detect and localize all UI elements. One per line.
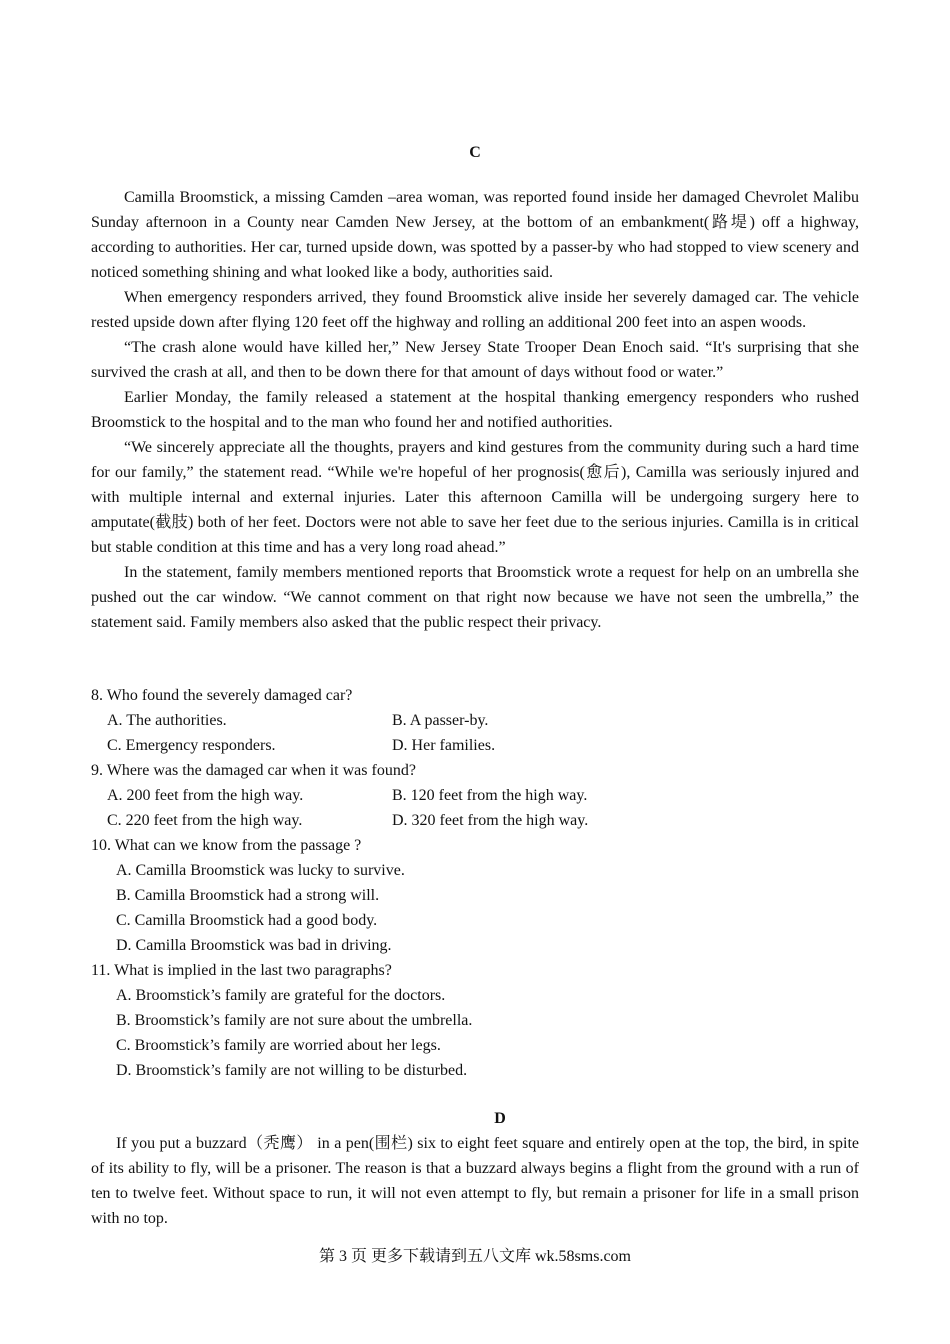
paragraph: “We sincerely appreciate all the thoughts, prayers and kind gestures from the community during such a hard time for our family,” the statement read. “While we're hopeful of her prognosis(愈后), Camilla was seriously injured and with multiple internal and external injuries. Later this afternoon Camilla will be undergoing surgery here to amputate(截肢) both of her feet. Doctors were not able to save her feet due to the serious injuries. Camilla is in critical but stable condition at this time and has a very long road ahead.” (91, 439, 859, 556)
section-d-title: D (494, 1110, 506, 1127)
question-9-option-a: A. 200 feet from the high way. (107, 787, 304, 804)
question-9-option-d: D. 320 feet from the high way. (392, 812, 589, 829)
paragraph: Camilla Broomstick, a missing Camden –area woman, was reported found inside her damaged Chevrolet Malibu Sunday afternoon in a County near Camden New Jersey, at the bottom of an embankment(路堤) off a highway, according to authorities. Her car, turned upside down, was spotted by a passer-by who had stopped to view scenery and noticed something shining and what looked like a body, authorities said. (91, 189, 859, 281)
question-10-option-b: B. Camilla Broomstick had a strong will. (116, 887, 380, 904)
question-9-options-row-1 (91, 783, 859, 808)
question-11-stem: 11. What is implied in the last two paragraphs? (91, 962, 392, 979)
section-c-passage (91, 185, 859, 635)
section-c-title: C (469, 144, 481, 161)
questions-block (91, 683, 859, 1083)
paragraph: Earlier Monday, the family released a statement at the hospital thanking emergency responders who rushed Broomstick to the hospital and to the man who found her and notified authorities. (91, 389, 859, 431)
question-11-option-b: B. Broomstick’s family are not sure about the umbrella. (116, 1012, 473, 1029)
question-10-stem: 10. What can we know from the passage ? (91, 837, 362, 854)
question-10-option-a: A. Camilla Broomstick was lucky to survive. (116, 862, 405, 879)
question-9-stem: 9. Where was the damaged car when it was found? (91, 762, 416, 779)
question-8-options-row-2 (91, 733, 859, 758)
question-11-option-d: D. Broomstick’s family are not willing to be disturbed. (116, 1062, 468, 1079)
question-9-options-row-2 (91, 808, 859, 833)
question-8-stem: 8. Who found the severely damaged car? (91, 687, 353, 704)
question-11-option-c: C. Broomstick’s family are worried about her legs. (116, 1037, 441, 1054)
paragraph: “The crash alone would have killed her,” New Jersey State Trooper Dean Enoch said. “It's surprising that she survived the crash at all, and then to be down there for that amount of days without food or water.” (91, 339, 859, 381)
question-8-option-d: D. Her families. (392, 737, 496, 754)
question-8-option-c: C. Emergency responders. (107, 737, 276, 754)
page-footer: 第 3 页 更多下载请到五八文库 wk.58sms.com (318, 1248, 631, 1265)
paragraph: If you put a buzzard（秃鹰） in a pen(围栏) six to eight feet square and entirely open at the top, the bird, in spite of its ability to fly, will be a prisoner. The reason is that a buzzard always begins a flight from the ground with a run of ten to twelve feet. Without space to run, it will not even attempt to fly, but remain a prisoner for life in a small prison with no top. (91, 1135, 859, 1227)
question-8-option-a: A. The authorities. (107, 712, 227, 729)
question-9-option-c: C. 220 feet from the high way. (107, 812, 303, 829)
question-8-option-b: B. A passer-by. (392, 712, 489, 729)
question-9-option-b: B. 120 feet from the high way. (392, 787, 588, 804)
section-d-passage (91, 1131, 859, 1231)
question-10-option-c: C. Camilla Broomstick had a good body. (116, 912, 378, 929)
question-11-option-a: A. Broomstick’s family are grateful for the doctors. (116, 987, 446, 1004)
question-8-options-row-1 (91, 708, 859, 733)
question-10-option-d: D. Camilla Broomstick was bad in driving. (116, 937, 392, 954)
paragraph: When emergency responders arrived, they found Broomstick alive inside her severely damaged car. The vehicle rested upside down after flying 120 feet off the highway and rolling an additional 200 feet into an aspen woods. (91, 289, 859, 331)
paragraph: In the statement, family members mentioned reports that Broomstick wrote a request for help on an umbrella she pushed out the car window. “We cannot comment on that right now because we have not seen the umbrella,” the statement said. Family members also asked that the public respect their privacy. (91, 564, 859, 631)
